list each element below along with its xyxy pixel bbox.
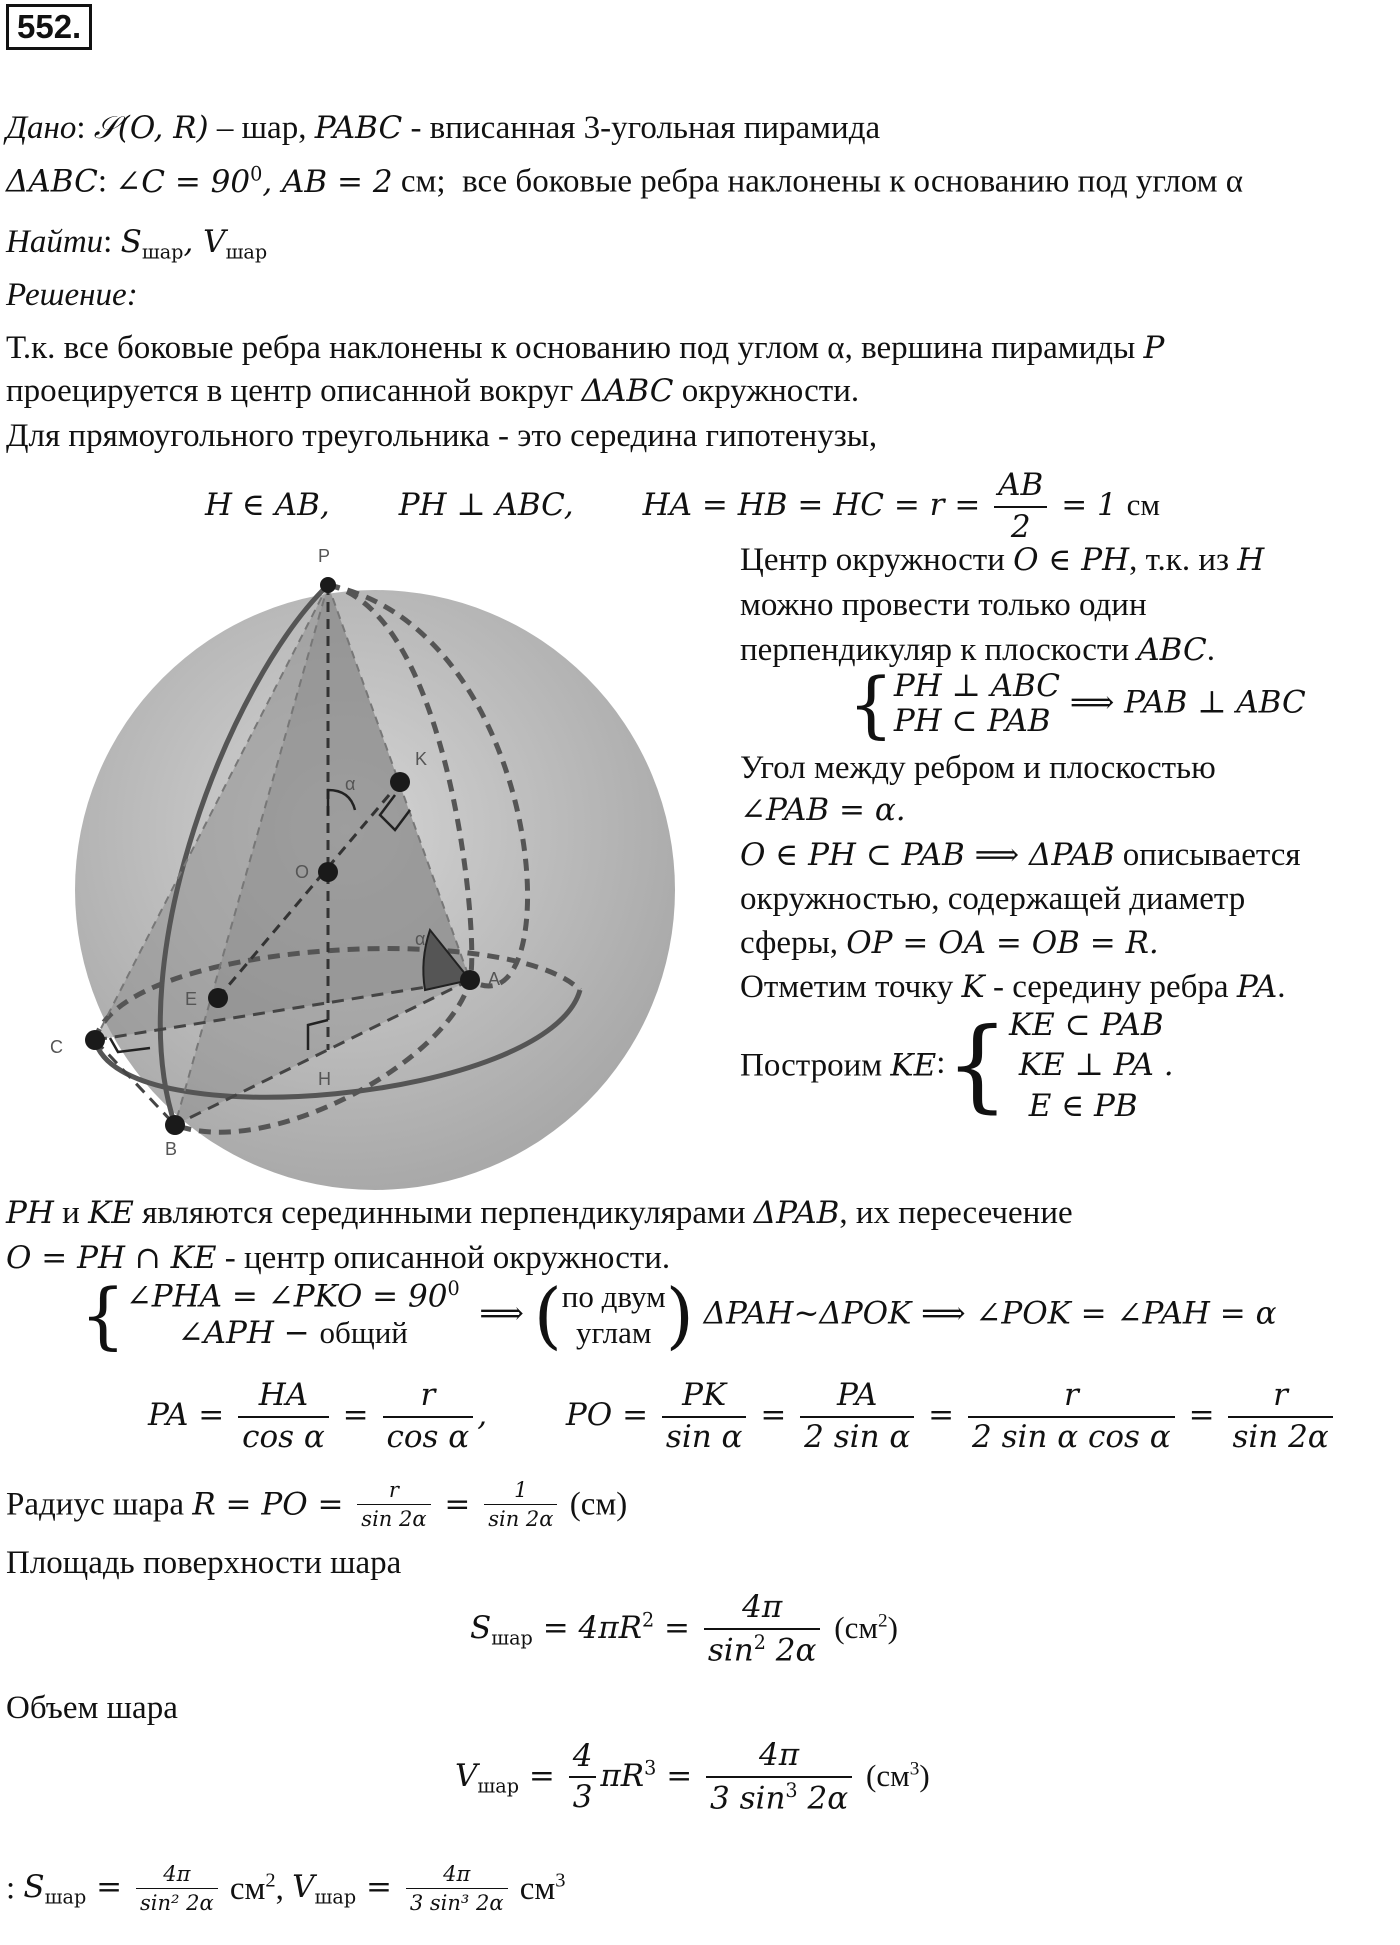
- solution-paragraph-2: Для прямоугольного треугольника - это середина гипотенузы,: [6, 418, 878, 454]
- label-o: O: [295, 862, 310, 882]
- point-p: [320, 577, 336, 593]
- label-alpha-1: α: [345, 774, 356, 794]
- system-ph: {PH ⊥ ABC PH ⊂ PAB ⟹ PAB ⊥ ABC: [848, 662, 1306, 746]
- radius-line: Радиус шара R = PO = $\frac{r}{\sin 2\alpha}$ = $\frac{1}{\sin 2\alpha}$ (см): [6, 1478, 628, 1532]
- find-line: Найти: $S_{шар}$, $V_{шар}$: [6, 224, 268, 264]
- label-p: P: [318, 546, 331, 566]
- solution-paragraph-1b: проецируется в центр описанной вокруг ΔABC окружности.: [6, 373, 860, 409]
- right-line-5: O ∈ PH ⊂ PAB ⟹ ΔPAB описывается: [740, 837, 1301, 873]
- construct-ke: Построим KE:{KE ⊂ PAB KE ⊥ PA . E ∈ PB: [740, 1006, 1174, 1124]
- label-alpha-2: α: [415, 929, 426, 949]
- point-k: [390, 772, 410, 792]
- point-e: [208, 988, 228, 1008]
- label-e: E: [185, 989, 198, 1009]
- find-label: Найти: [6, 224, 104, 260]
- answer-line: : $S_{шар}$ = $\frac{4\pi}{\text{sin² 2α}}$ $см^2$, $V_{шар}$ = $\frac{4\pi}{\text{3 sin³ 2α}}$ $см^3$: [6, 1862, 566, 1916]
- sphere-pyramid-figure: [50, 540, 690, 1190]
- label-h: H: [318, 1069, 331, 1089]
- label-b: B: [165, 1139, 178, 1159]
- right-line-8: Отметим точку K - середину ребра PA.: [740, 969, 1286, 1005]
- right-line-3: перпендикуляр к плоскости ABC.: [740, 632, 1215, 668]
- label-a: A: [488, 969, 501, 989]
- given-pyramid-desc: - вписанная 3-угольная пирамида: [402, 110, 881, 146]
- right-line-7: сферы, OP = OA = OB = R.: [740, 925, 1159, 961]
- bottom-line-2: O = PH ∩ KE - центр описанной окружности.: [6, 1240, 671, 1276]
- unit-cm: см: [400, 163, 437, 200]
- right-line-2: можно провести только один: [740, 587, 1147, 623]
- label-c: C: [50, 1037, 63, 1057]
- formula-pa-po: PA = $\frac{HA}{\text{cos α}}$ = $\frac{r}{\text{cos α}}$ , PO = $\frac{PK}{\text{sin α}}$ = $\frac{PA}{\text{2 sin α}}$ = $\frac{r}{\text{2 sin α cos α}}$ = $\frac{r}{\sin 2\alpha}$: [148, 1378, 1337, 1455]
- given-sphere-desc: – шар,: [208, 110, 315, 146]
- point-c: [85, 1030, 105, 1050]
- similar-triangles: {∠PHA = ∠PKO = $90^0$ ∠APH − общий ⟹ (по двум углам ) ΔPAH~ΔPOK ⟹ ∠POK = ∠PAH = α: [80, 1272, 1277, 1357]
- right-line-6: окружностью, содержащей диаметр: [740, 881, 1246, 917]
- given-line-2: ΔABC: ∠C = $90^0$, AB = 2 см; все боковые ребра наклонены к основанию под углом α: [6, 162, 1244, 200]
- solution-paragraph-1a: Т.к. все боковые ребра наклонены к основанию под углом α, вершина пирамиды P: [6, 330, 1165, 366]
- point-o: [318, 862, 338, 882]
- problem-number: 552.: [6, 4, 92, 50]
- given-edges-desc: все боковые ребра наклонены к основанию под углом α: [462, 163, 1244, 200]
- right-line-4: Угол между ребром и плоскостью: [740, 750, 1216, 786]
- angle-pab: ∠PAB = α.: [740, 792, 906, 828]
- point-a: [460, 970, 480, 990]
- formula-area: $S_{шар} = 4\pi R^2$ = $\frac{4\pi}{\sin^2 2\alpha}$ $(см^2)$: [470, 1589, 898, 1669]
- given-label: Дано: [6, 110, 77, 146]
- area-label: Площадь поверхности шара: [6, 1545, 402, 1581]
- right-line-1: Центр окружности O ∈ PH, т.к. из H: [740, 542, 1265, 578]
- point-b: [165, 1115, 185, 1135]
- given-line-1: Дано: 𝒮(O, R) – шар, PABC - вписанная 3-угольная пирамида: [6, 110, 881, 146]
- volume-label: Объем шара: [6, 1690, 178, 1726]
- label-k: K: [415, 749, 428, 769]
- solution-label: Решение:: [6, 277, 138, 313]
- bottom-line-1: PH и KE являются серединными перпендикулярами ΔPAB, их пересечение: [6, 1195, 1073, 1231]
- formula-volume: $V_{шар}$ = $\frac{4}{3}$ $\pi R^3$ = $\frac{4\pi}{3 \sin^3 2\alpha}$ $(см^3)$: [455, 1737, 930, 1817]
- formula-h-midpoint: H ∈ AB, PH ⊥ ABC, HA = HB = HC = r = $\frac{AB}{2}$ = 1 см: [205, 467, 1160, 545]
